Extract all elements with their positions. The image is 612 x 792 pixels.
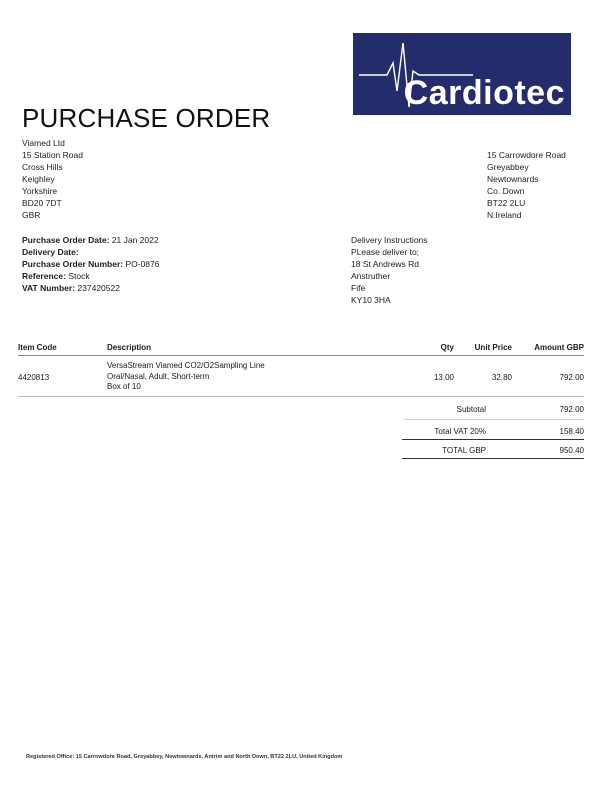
order-number-label: Purchase Order Number:: [22, 259, 124, 269]
row-item-code: 4420813: [18, 373, 50, 382]
grand-total-label: TOTAL GBP: [442, 446, 486, 455]
reference-value: Stock: [68, 271, 90, 281]
order-date-label: Purchase Order Date:: [22, 235, 110, 245]
delivery-line: Delivery Instructions: [351, 235, 428, 245]
address-line: Newtownards: [487, 174, 539, 184]
header-divider: [18, 355, 584, 356]
page-title: PURCHASE ORDER: [22, 103, 271, 133]
company-logo: [353, 33, 571, 115]
address-line: BT22 2LU: [487, 198, 526, 208]
delivery-instructions: [351, 234, 428, 306]
address-line: 15 Station Road: [22, 150, 83, 160]
col-header-item-code: Item Code: [18, 343, 57, 352]
address-line: GBR: [22, 210, 41, 220]
address-line: Viamed Ltd: [22, 138, 65, 148]
description-line: Box of 10: [107, 382, 141, 391]
vat-divider: [402, 439, 584, 440]
delivery-line: Anstruther: [351, 271, 391, 281]
subtotal-label: Subtotal: [456, 405, 486, 414]
row-unit-price: 32.80: [491, 373, 512, 382]
table-row: [0, 360, 612, 396]
address-line: N.Ireland: [487, 210, 522, 220]
address-line: Keighley: [22, 174, 55, 184]
delivery-line: Fife: [351, 283, 366, 293]
reference-label: Reference:: [22, 271, 66, 281]
row-description: [107, 361, 265, 393]
col-header-unit-price: Unit Price: [474, 343, 512, 352]
delivery-line: 18 St Andrews Rd: [351, 259, 420, 269]
description-line: Oral/Nasal, Adult, Short-term: [107, 371, 210, 381]
address-line: Yorkshire: [22, 186, 58, 196]
row-qty: 13.00: [433, 373, 454, 382]
logo-text: Cardiotec: [403, 74, 565, 112]
col-header-qty: Qty: [440, 343, 454, 352]
subtotal-divider: [404, 419, 584, 420]
order-date-value: 21 Jan 2022: [111, 235, 159, 245]
address-line: BD20 7DT: [22, 198, 62, 208]
vat-total-value: 158.40: [559, 427, 584, 436]
description-line: VersaStream Viamed CO2/O2Sampling Line: [107, 361, 265, 370]
delivery-date-label: Delivery Date:: [22, 247, 79, 257]
address-line: Cross Hills: [22, 162, 63, 172]
supplier-address: [487, 149, 566, 221]
vat-number-value: 237420522: [77, 283, 120, 293]
row-amount: 792.00: [559, 373, 584, 382]
vat-total-label: Total VAT 20%: [434, 427, 486, 436]
address-line: Greyabbey: [487, 162, 529, 172]
address-line: 15 Carrowdore Road: [487, 150, 566, 160]
order-number-value: PO-0876: [125, 259, 160, 269]
col-header-description: Description: [107, 343, 152, 352]
order-info: [22, 234, 160, 294]
footer-registered-office: Registered Office: 15 Carrowdore Road, Greyabbey, Newtownards, Antrim and North Down, BT22 2LU, United Kingdom: [26, 754, 343, 760]
vat-number-label: VAT Number:: [22, 283, 76, 293]
delivery-line: PLease deliver to;: [351, 247, 420, 257]
total-divider: [402, 458, 584, 459]
buyer-address: [22, 137, 83, 221]
col-header-amount: Amount GBP: [534, 343, 584, 352]
grand-total-value: 950.40: [559, 446, 584, 455]
row-divider: [18, 396, 584, 397]
subtotal-value: 792.00: [559, 405, 584, 414]
delivery-line: KY10 3HA: [351, 295, 391, 305]
address-line: Co. Down: [487, 186, 525, 196]
